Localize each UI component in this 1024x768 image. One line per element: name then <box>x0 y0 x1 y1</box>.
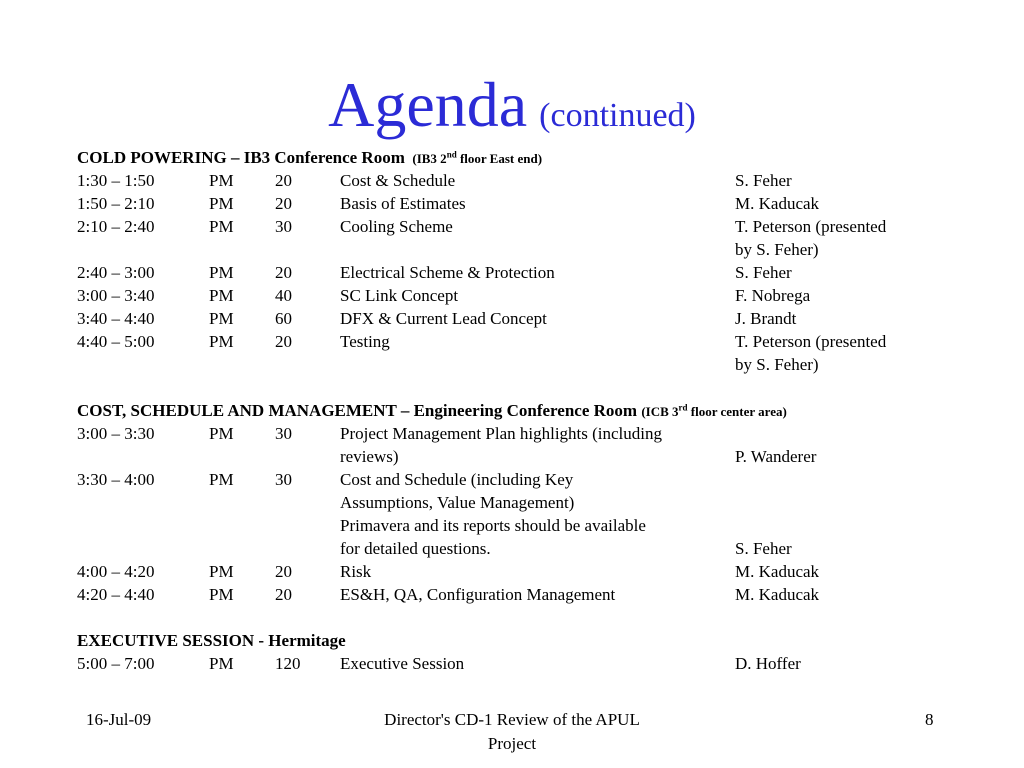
duration-cell: 30 <box>275 424 292 443</box>
time-cell <box>77 445 209 468</box>
footer-title-line-1: Director's CD-1 Review of the APUL <box>384 710 640 729</box>
ampm-cell: PM <box>209 217 234 236</box>
presenter-cell: by S. Feher) <box>735 240 819 259</box>
time-cell: 4:20 – 4:40 <box>77 585 155 604</box>
duration-cell: 20 <box>275 562 292 581</box>
agenda-row <box>77 652 977 675</box>
section-title: COLD POWERING – IB3 Conference Room <box>77 148 405 167</box>
topic-cell: ES&H, QA, Configuration Management <box>340 585 616 604</box>
section-heading-cost-schedule <box>77 399 977 422</box>
agenda-row <box>77 422 977 445</box>
ampm-cell <box>209 353 275 376</box>
duration-cell: 20 <box>275 585 292 604</box>
time-cell: 2:10 – 2:40 <box>77 217 155 236</box>
topic-cell: Basis of Estimates <box>340 194 466 213</box>
room-note-pre: (IB3 2 <box>412 151 447 166</box>
agenda-row <box>77 307 977 330</box>
presenter-cell: S. Feher <box>735 539 792 558</box>
duration-cell: 30 <box>275 470 292 489</box>
time-cell: 1:30 – 1:50 <box>77 171 155 190</box>
duration-cell: 20 <box>275 263 292 282</box>
agenda-row <box>77 491 977 514</box>
topic-cell: Testing <box>340 332 390 351</box>
time-cell: 2:40 – 3:00 <box>77 263 155 282</box>
footer-title <box>350 708 674 756</box>
topic-cell: Project Management Plan highlights (including <box>340 424 663 443</box>
presenter-cell: J. Brandt <box>735 309 797 328</box>
ampm-cell: PM <box>209 332 234 351</box>
presenter-cell: M. Kaducak <box>735 194 820 213</box>
duration-cell <box>275 238 340 261</box>
topic-cell <box>340 353 735 376</box>
time-cell: 4:00 – 4:20 <box>77 562 155 581</box>
topic-cell: reviews) <box>340 447 399 466</box>
section-title: COST, SCHEDULE AND MANAGEMENT – Engineering Conference Room <box>77 401 638 420</box>
room-note-sup: nd <box>446 149 457 160</box>
duration-cell: 40 <box>275 286 292 305</box>
topic-cell: Cost and Schedule (including Key <box>340 470 574 489</box>
presenter-cell: T. Peterson (presented <box>735 217 887 236</box>
presenter-cell <box>735 422 925 445</box>
presenter-cell: S. Feher <box>735 171 792 190</box>
agenda-row <box>77 514 977 537</box>
duration-cell: 20 <box>275 194 292 213</box>
agenda-row <box>77 445 977 468</box>
section-heading-executive-session <box>77 629 977 652</box>
presenter-cell: T. Peterson (presented <box>735 332 887 351</box>
ampm-cell: PM <box>209 654 234 673</box>
topic-cell: Cost & Schedule <box>340 171 456 190</box>
time-cell: 3:30 – 4:00 <box>77 470 155 489</box>
topic-cell: SC Link Concept <box>340 286 459 305</box>
presenter-cell: M. Kaducak <box>735 585 820 604</box>
ampm-cell: PM <box>209 286 234 305</box>
presenter-cell <box>735 514 925 537</box>
duration-cell <box>275 537 340 560</box>
agenda-row <box>77 583 977 606</box>
time-cell <box>77 353 209 376</box>
section-title: EXECUTIVE SESSION - Hermitage <box>77 631 346 650</box>
section-heading-cold-powering <box>77 146 977 169</box>
topic-cell: DFX & Current Lead Concept <box>340 309 547 328</box>
presenter-cell <box>735 468 925 491</box>
agenda-row <box>77 560 977 583</box>
ampm-cell <box>209 537 275 560</box>
time-cell: 3:40 – 4:40 <box>77 309 155 328</box>
time-cell <box>77 514 209 537</box>
presenter-cell: D. Hoffer <box>735 654 801 673</box>
footer-date: 16-Jul-09 <box>86 710 152 729</box>
page-number: 8 <box>925 710 934 729</box>
topic-cell: Electrical Scheme & Protection <box>340 263 555 282</box>
time-cell <box>77 537 209 560</box>
duration-cell <box>275 353 340 376</box>
topic-cell: Risk <box>340 562 372 581</box>
room-note-sup: rd <box>678 402 688 413</box>
time-cell: 4:40 – 5:00 <box>77 332 155 351</box>
duration-cell: 20 <box>275 171 292 190</box>
agenda-row <box>77 330 977 353</box>
section-spacer <box>77 376 977 399</box>
topic-cell: Executive Session <box>340 654 465 673</box>
duration-cell <box>275 445 340 468</box>
agenda-row <box>77 169 977 192</box>
topic-cell: Primavera and its reports should be available <box>340 516 646 535</box>
agenda-row <box>77 215 977 238</box>
topic-cell: Cooling Scheme <box>340 217 453 236</box>
duration-cell: 60 <box>275 309 292 328</box>
time-cell: 1:50 – 2:10 <box>77 194 155 213</box>
topic-cell <box>340 238 735 261</box>
agenda-row <box>77 261 977 284</box>
ampm-cell: PM <box>209 562 234 581</box>
title-subtitle: (continued) <box>539 97 696 134</box>
presenter-cell <box>735 491 925 514</box>
ampm-cell: PM <box>209 171 234 190</box>
room-note-pre: (ICB 3 <box>641 404 679 419</box>
topic-cell: for detailed questions. <box>340 539 491 558</box>
agenda-row <box>77 238 977 261</box>
ampm-cell <box>209 238 275 261</box>
time-cell: 3:00 – 3:40 <box>77 286 155 305</box>
agenda-body <box>77 146 977 675</box>
room-note-post: floor center area) <box>687 404 787 419</box>
room-note <box>409 151 542 166</box>
section-spacer <box>77 606 977 629</box>
ampm-cell: PM <box>209 194 234 213</box>
time-cell: 3:00 – 3:30 <box>77 424 155 443</box>
ampm-cell <box>209 491 275 514</box>
duration-cell: 30 <box>275 217 292 236</box>
ampm-cell: PM <box>209 424 234 443</box>
presenter-cell: M. Kaducak <box>735 562 820 581</box>
agenda-row <box>77 468 977 491</box>
presenter-cell: S. Feher <box>735 263 792 282</box>
time-cell <box>77 491 209 514</box>
agenda-row <box>77 537 977 560</box>
presenter-cell: P. Wanderer <box>735 447 817 466</box>
room-note-post: floor East end) <box>456 151 543 166</box>
time-cell: 5:00 – 7:00 <box>77 654 155 673</box>
duration-cell: 120 <box>275 654 301 673</box>
topic-cell: Assumptions, Value Management) <box>340 493 575 512</box>
room-note <box>641 404 786 419</box>
duration-cell <box>275 514 340 537</box>
ampm-cell: PM <box>209 263 234 282</box>
presenter-cell: by S. Feher) <box>735 355 819 374</box>
agenda-row <box>77 192 977 215</box>
agenda-row <box>77 284 977 307</box>
title-main: Agenda <box>328 69 528 140</box>
footer-title-line-2: Project <box>487 734 537 753</box>
agenda-row <box>77 353 977 376</box>
slide-title <box>0 68 1024 142</box>
presenter-cell: F. Nobrega <box>735 286 811 305</box>
ampm-cell: PM <box>209 470 234 489</box>
ampm-cell <box>209 514 275 537</box>
duration-cell: 20 <box>275 332 292 351</box>
time-cell <box>77 238 209 261</box>
ampm-cell: PM <box>209 309 234 328</box>
ampm-cell: PM <box>209 585 234 604</box>
ampm-cell <box>209 445 275 468</box>
duration-cell <box>275 491 340 514</box>
